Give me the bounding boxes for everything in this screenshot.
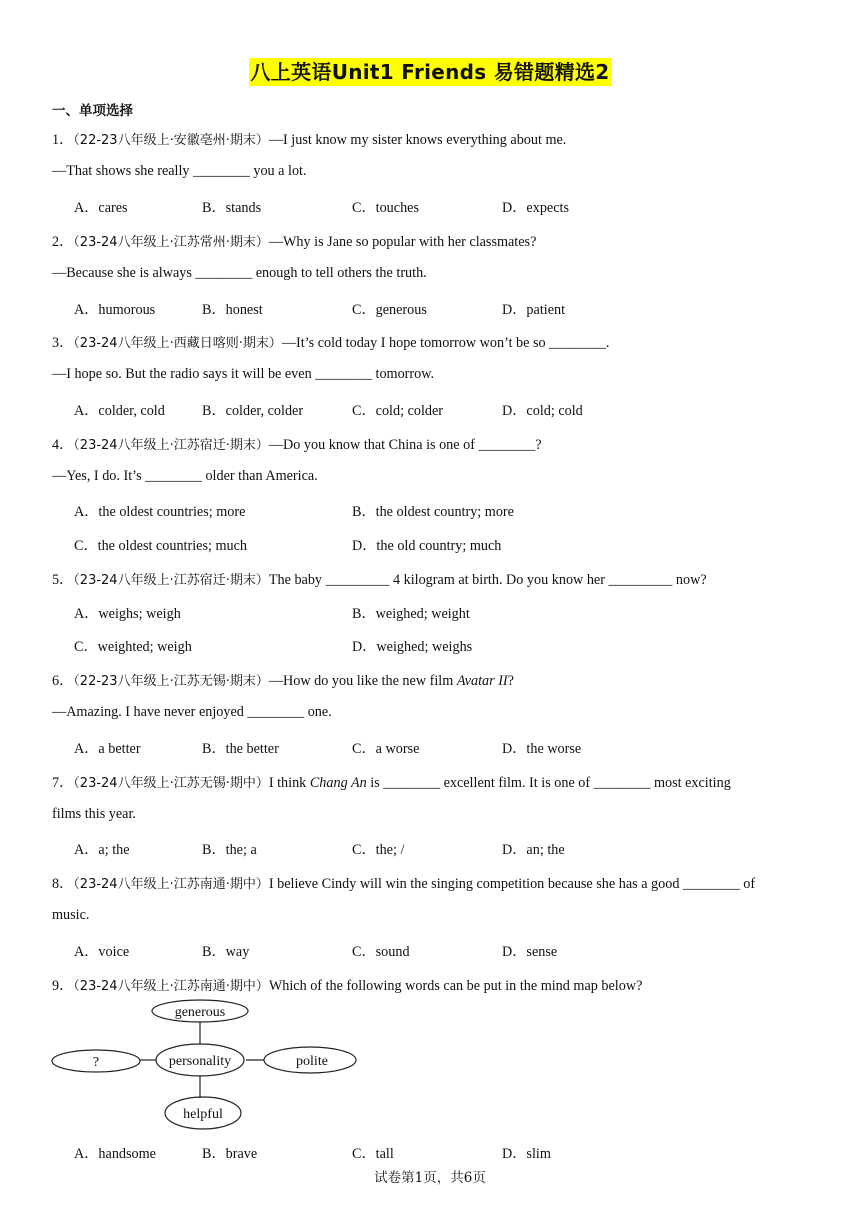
option-3a[interactable]: A．colder, cold [74, 403, 165, 419]
question-3-stem: 3．（23-24八年级上·西藏日喀则·期末）—It’s cold today I hope tomorrow won’t be so ________. [52, 335, 610, 351]
question-9-stem: 9．（23-24八年级上·江苏南通·期中）Which of the following words can be put in the mind map below? [52, 978, 643, 994]
question-1-reply: —That shows she really ________ you a lot. [52, 163, 307, 179]
question-5-stem: 5．（23-24八年级上·江苏宿迁·期末）The baby _________ 4 kilogram at birth. Do you know her _________ now? [52, 572, 707, 588]
section-heading: 一、单项选择 [52, 103, 133, 119]
option-6d[interactable]: D．the worse [502, 741, 582, 757]
option-6c[interactable]: C．a worse [352, 741, 420, 757]
option-8a[interactable]: A．voice [74, 944, 130, 960]
question-4-reply: —Yes, I do. It’s ________ older than America. [52, 468, 318, 484]
option-9a[interactable]: A．handsome [74, 1146, 156, 1162]
option-4d[interactable]: D．the old country; much [352, 538, 502, 554]
option-4a[interactable]: A．the oldest countries; more [74, 504, 246, 520]
option-6a[interactable]: A．a better [74, 741, 141, 757]
option-1c[interactable]: C．touches [352, 200, 419, 216]
question-6-reply: —Amazing. I have never enjoyed ________ one. [52, 704, 332, 720]
option-7a[interactable]: A．a; the [74, 842, 130, 858]
option-1a[interactable]: A．cares [74, 200, 128, 216]
page-title: 八上英语Unit1 Friends 易错题精选2 [250, 60, 610, 84]
option-2c[interactable]: C．generous [352, 302, 427, 318]
mind-map-label-left: ? [92, 1055, 100, 1070]
option-7b[interactable]: B．the; a [202, 842, 257, 858]
question-7-stem: 7．（23-24八年级上·江苏无锡·期中）I think Chang An is ________ excellent film. It is one of ________ most exciting [52, 775, 731, 791]
option-2b[interactable]: B．honest [202, 302, 263, 318]
option-9d[interactable]: D．slim [502, 1146, 551, 1162]
page-footer: 试卷第1页，共6页 [374, 1170, 486, 1186]
option-5b[interactable]: B．weighed; weight [352, 606, 470, 622]
option-6b[interactable]: B．the better [202, 741, 279, 757]
option-4c[interactable]: C．the oldest countries; much [74, 538, 247, 554]
question-8-continuation: music. [52, 907, 90, 923]
question-3-reply: —I hope so. But the radio says it will be even ________ tomorrow. [52, 366, 435, 382]
option-8d[interactable]: D．sense [502, 944, 558, 960]
question-1-stem: 1．（22-23八年级上·安徽亳州·期末）—I just know my sister knows everything about me. [52, 132, 567, 148]
option-3c[interactable]: C．cold; colder [352, 403, 444, 419]
option-2a[interactable]: A．humorous [74, 302, 156, 318]
option-8b[interactable]: B．way [202, 944, 250, 960]
question-6-stem: 6．（22-23八年级上·江苏无锡·期末）—How do you like the new film Avatar II? [52, 673, 514, 689]
question-7-continuation: films this year. [52, 806, 136, 822]
mind-map [50, 998, 370, 1134]
mind-map-label-top: generous [174, 1005, 226, 1020]
mind-map-label-bottom: helpful [183, 1107, 223, 1122]
mind-map-label-center: personality [168, 1054, 232, 1069]
option-9c[interactable]: C．tall [352, 1146, 394, 1162]
option-1d[interactable]: D．expects [502, 200, 569, 216]
option-2d[interactable]: D．patient [502, 302, 566, 318]
option-5c[interactable]: C．weighted; weigh [74, 639, 192, 655]
option-5d[interactable]: D．weighed; weighs [352, 639, 473, 655]
question-4-stem: 4．（23-24八年级上·江苏宿迁·期末）—Do you know that China is one of ________? [52, 437, 542, 453]
option-4b[interactable]: B．the oldest country; more [352, 504, 514, 520]
option-7d[interactable]: D．an; the [502, 842, 565, 858]
option-9b[interactable]: B．brave [202, 1146, 258, 1162]
option-7c[interactable]: C．the; / [352, 842, 405, 858]
option-3d[interactable]: D．cold; cold [502, 403, 583, 419]
option-3b[interactable]: B．colder, colder [202, 403, 304, 419]
question-2-reply: —Because she is always ________ enough to tell others the truth. [52, 265, 427, 281]
option-1b[interactable]: B．stands [202, 200, 262, 216]
option-5a[interactable]: A．weighs; weigh [74, 606, 181, 622]
question-8-stem: 8．（23-24八年级上·江苏南通·期中）I believe Cindy will win the singing competition because she has a good ________ of [52, 876, 756, 892]
mind-map-label-right: polite [296, 1054, 328, 1069]
question-2-stem: 2．（23-24八年级上·江苏常州·期末）—Why is Jane so popular with her classmates? [52, 234, 537, 250]
option-8c[interactable]: C．sound [352, 944, 410, 960]
